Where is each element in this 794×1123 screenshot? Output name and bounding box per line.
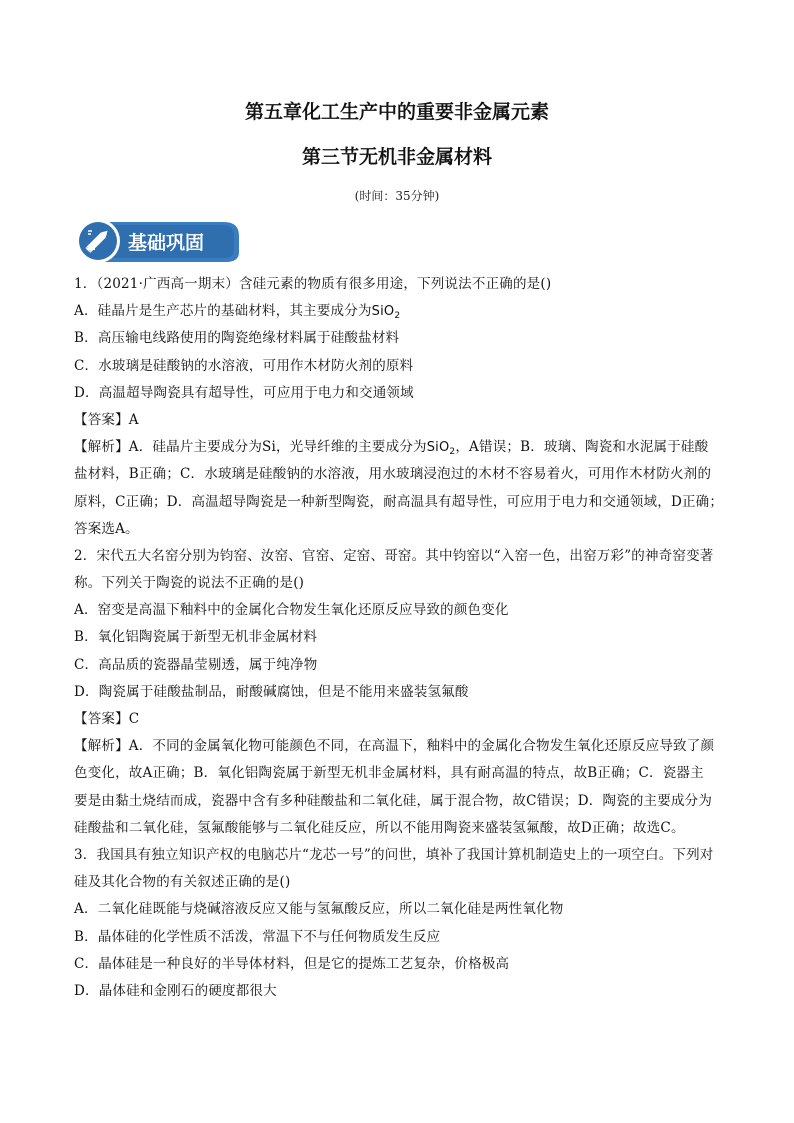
chem-formula-sio2: SiO$_2$ [426,440,456,458]
q3-option-a: A．二氧化硅既能与烧碱溶液反应又能与氢氟酸反应，所以二氧化硅是两性氧化物 [74,901,564,918]
q1-stem: 1．（2021·广西高一期末）含硅元素的物质有很多用途，下列说法不正确的是() [74,276,552,292]
time-note: (时间：35分钟) [354,189,440,203]
q2-analysis-line-3: 要是由黏土烧结而成，瓷器中含有多种硅酸盐和二氧化硅，属于混合物，故C错误；D．陶瓷的主要成分为 [74,792,713,809]
q3-option-b: B．晶体硅的化学性质不活泼，常温下不与任何物质发生反应 [74,928,441,945]
section-title: 第三节无机非金属材料 [301,146,492,168]
q2-stem-line-1: 2．宋代五大名窑分别为钧窑、汝窑、官窑、定窑、哥窑。其中钧窑以“入窑一色，出窑万彩”的神奇窑变著 [74,547,714,564]
chapter-title: 第五章化工生产中的重要非金属元素 [244,101,549,123]
q2-option-c: C．高品质的瓷器晶莹剔透，属于纯净物 [74,656,318,673]
q2-stem-line-2: 称。下列关于陶瓷的说法不正确的是() [74,575,305,592]
section-banner [74,216,244,266]
q2-option-d: D．陶瓷属于硅酸盐制品，耐酸碱腐蚀，但是不能用来盛装氢氟酸 [74,683,469,700]
q3-option-d: D．晶体硅和金刚石的硬度都很大 [74,982,277,999]
q1-option-a: A．硅晶片是生产芯片的基础材料，其主要成分为SiO$_2$ [74,303,401,322]
q2-analysis-line-4: 硅酸盐和二氧化硅，氢氟酸能够与二氧化硅反应，所以不能用陶瓷来盛装氢氟酸，故D正确；故选C。 [74,819,685,836]
q1-option-d: D．高温超导陶瓷具有超导性，可应用于电力和交通领域 [74,384,414,401]
q3-option-c: C．晶体硅是一种良好的半导体材料，但是它的提炼工艺复杂，价格极高 [74,955,510,972]
q1-analysis-line-4: 答案选A。 [74,520,139,537]
q3-stem-line-2: 硅及其化合物的有关叙述正确的是() [74,874,291,891]
q2-option-b: B．氧化铝陶瓷属于新型无机非金属材料 [74,629,318,646]
banner-label: 基础巩固 [128,232,205,254]
q2-analysis-line-1: 【解析】A．不同的金属氧化物可能颜色不同，在高温下，釉料中的金属化合物发生氧化还原反应导致了颜 [74,738,715,755]
q1-answer: 【答案】A [74,411,139,428]
q2-answer: 【答案】C [74,711,140,727]
questions-body [74,271,724,1005]
q2-option-a: A．窑变是高温下釉料中的金属化合物发生氧化还原反应导致的颜色变化 [74,602,509,619]
chem-formula-sio2: SiO$_2$ [371,304,401,322]
q3-stem-line-1: 3．我国具有独立知识产权的电脑芯片“龙芯一号”的问世，填补了我国计算机制造史上的一项空白。下列对 [74,846,714,863]
pencil-ruler-icon [76,219,120,263]
q1-analysis-line-3: 原料，C正确；D．高温超导陶瓷是一种新型陶瓷，耐高温具有超导性，可应用于电力和交通领域，D正确； [74,493,724,510]
q1-option-c: C．水玻璃是硅酸钠的水溶液，可用作木材防火剂的原料 [74,357,414,374]
q1-option-b: B．高压输电线路使用的陶瓷绝缘材料属于硅酸盐材料 [74,330,400,347]
q1-analysis-line-1: 【解析】A．硅晶片主要成分为Si，光导纤维的主要成分为SiO$_2$，A错误；B．玻璃、陶瓷和水泥属于硅酸 [74,439,709,458]
q2-analysis-line-2: 色变化，故A正确；B．氧化铝陶瓷属于新型无机非金属材料，具有耐高温的特点，故B正确；C．瓷器主 [74,765,704,782]
q1-analysis-line-2: 盐材料，B正确；C．水玻璃是硅酸钠的水溶液，用水玻璃浸泡过的木材不容易着火，可用作木材防火剂的 [74,466,712,483]
